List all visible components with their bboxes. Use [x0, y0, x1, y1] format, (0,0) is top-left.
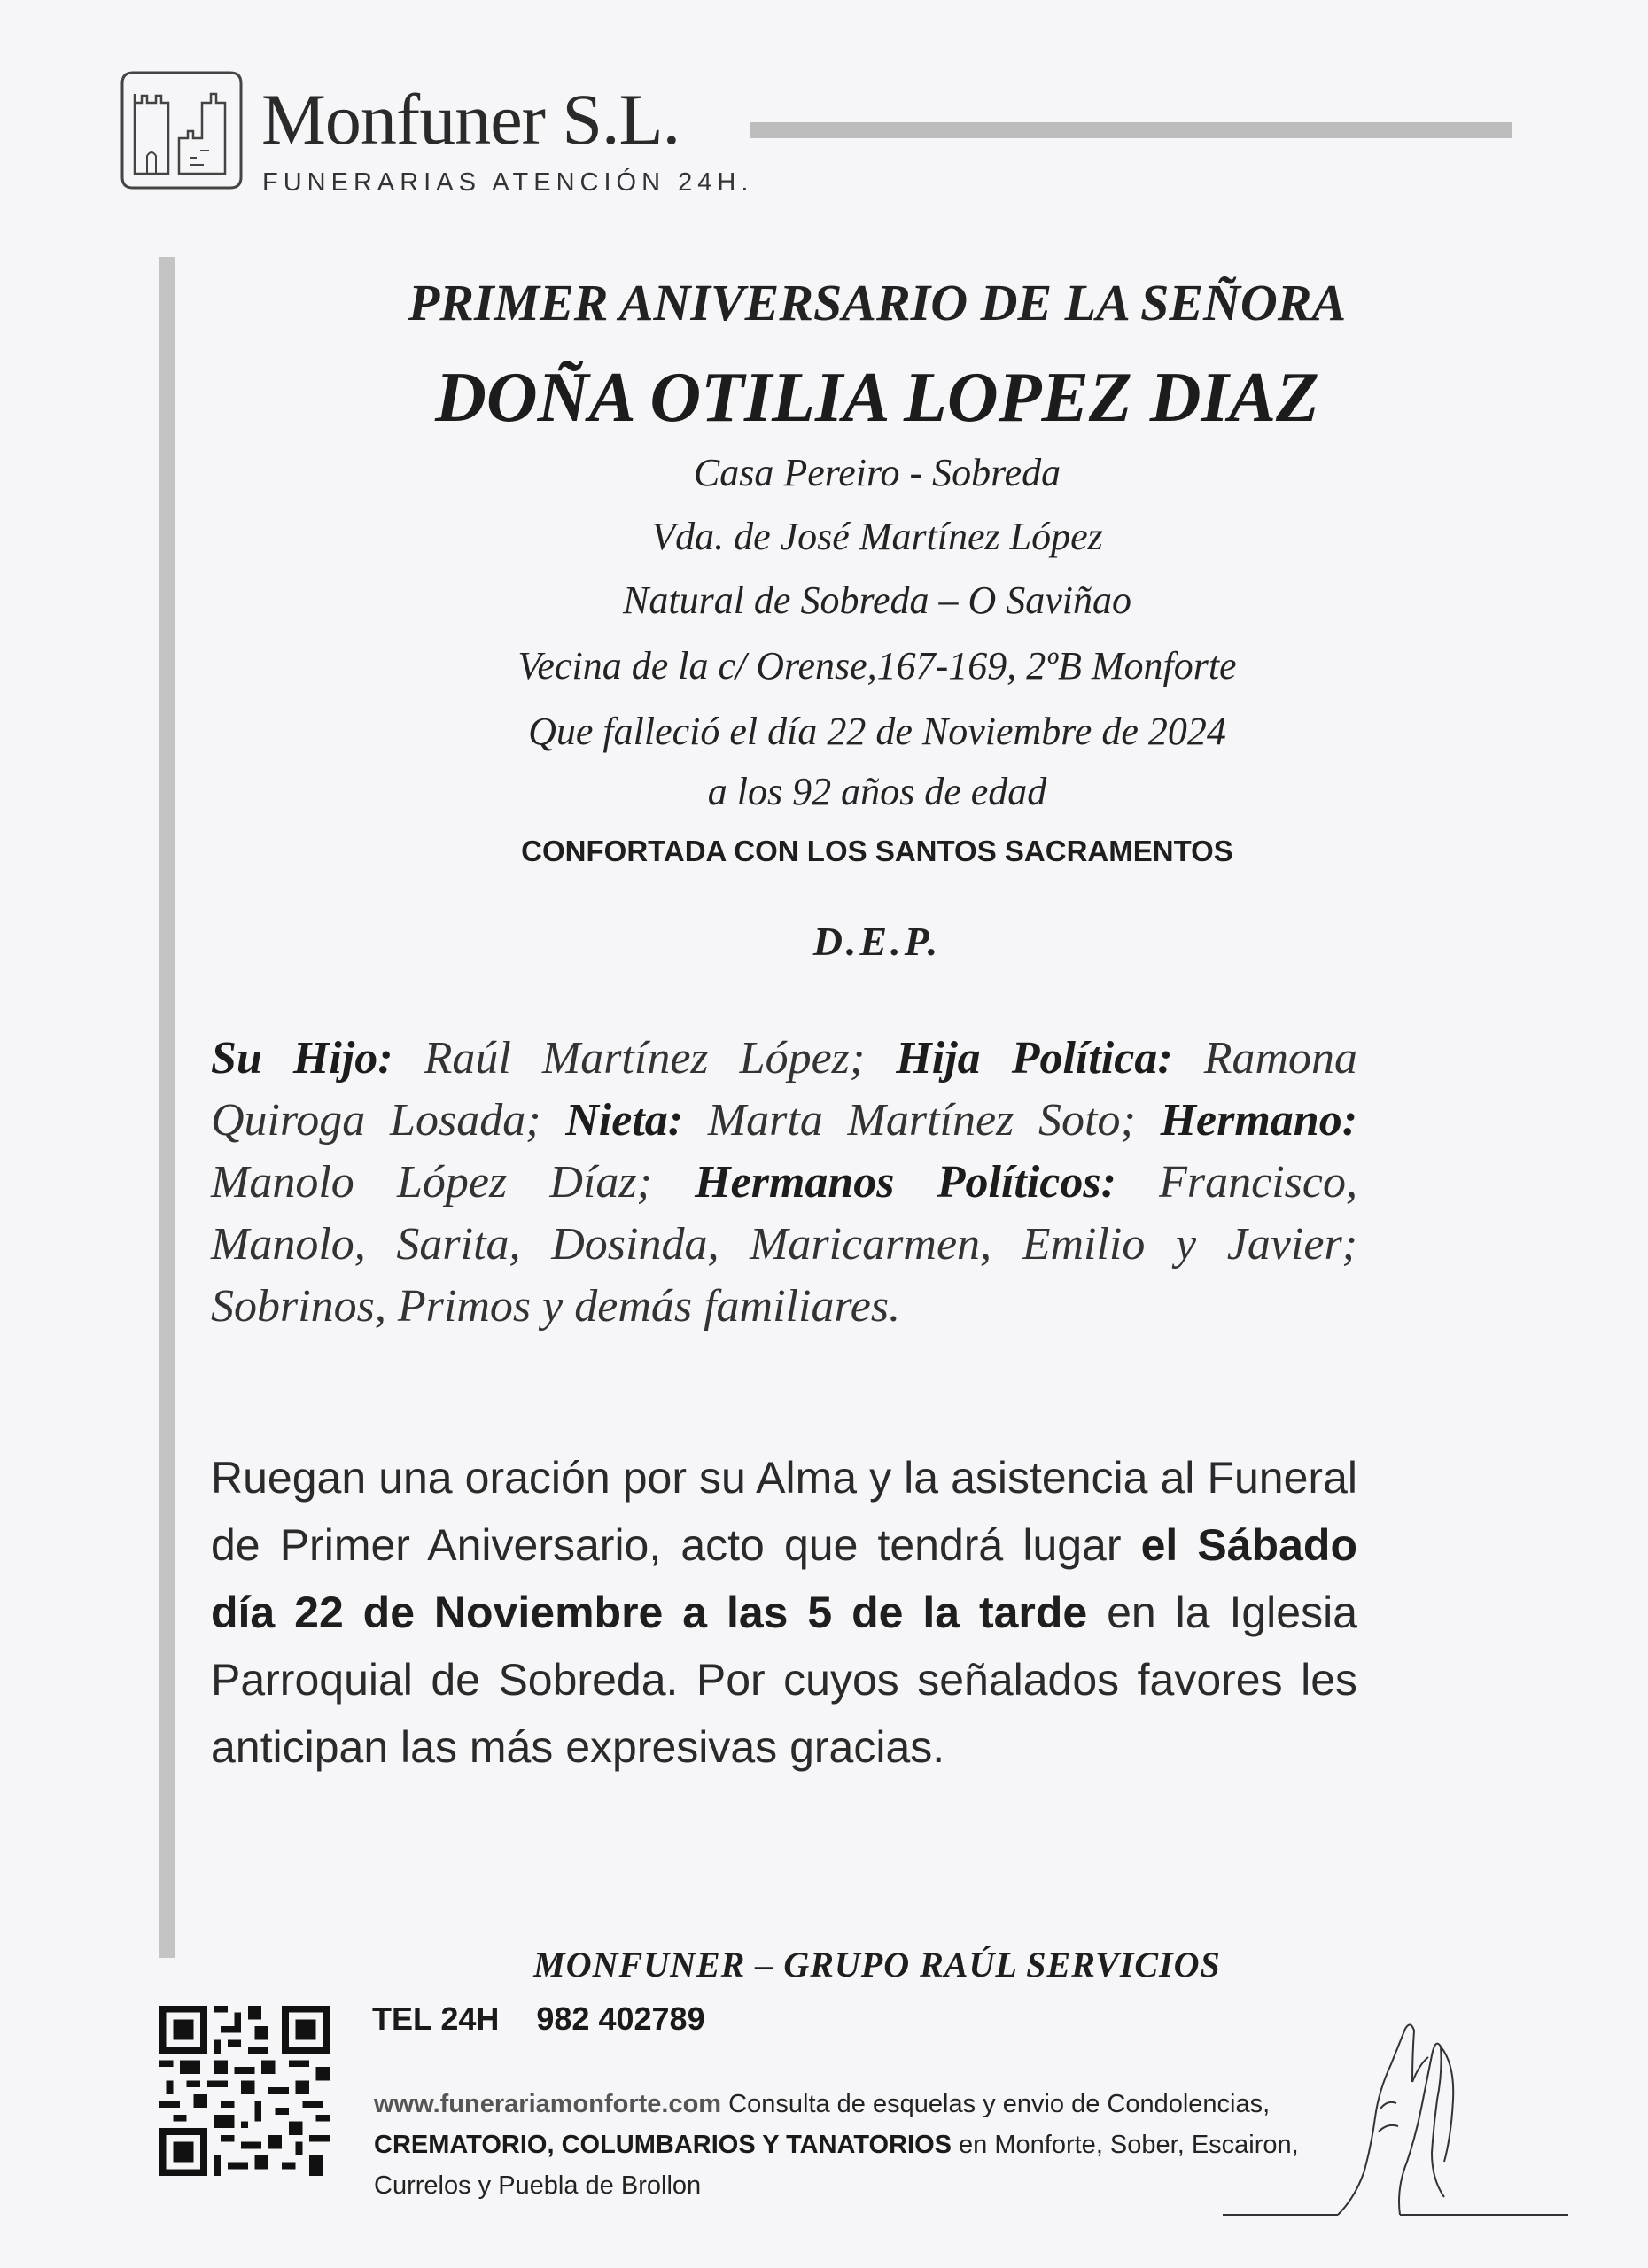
- son-label: Su Hijo:: [211, 1033, 393, 1084]
- family-paragraph: [211, 1028, 1357, 1338]
- left-border-bar: [159, 257, 175, 1958]
- resident-line: Vecina de la c/ Orense,167-169, 2ºB Monforte: [517, 644, 1237, 687]
- brother-label: Hermano:: [1160, 1095, 1358, 1146]
- son-name: Raúl Martínez López;: [393, 1033, 897, 1084]
- header-divider: [750, 122, 1512, 138]
- notice-title: PRIMER ANIVERSARIO DE LA SEÑORA: [408, 274, 1347, 331]
- daughter-in-law-name: Ramona Quiroga Losada;: [211, 1033, 1358, 1146]
- native-line: Natural de Sobreda – O Saviñao: [623, 579, 1131, 622]
- widow-line: Vda. de José Martínez López: [651, 515, 1103, 558]
- group-name: MONFUNER – GRUPO RAÚL SERVICIOS: [533, 1945, 1221, 1984]
- prayer-text-2: en la Iglesia Parroquial de Sobreda. Por cuyos señalados favores les anticipan las más expresivas gracias.: [211, 1588, 1357, 1772]
- in-laws-names: Francisco, Manolo, Sarita, Dosinda, Maricarmen, Emilio y Javier; Sobrinos, Primos y demás familiares.: [211, 1157, 1357, 1332]
- info-text-2: en Monforte, Sober, Escairon, Currelos y Puebla de Brollon: [374, 2131, 1299, 2200]
- qr-code-icon[interactable]: [159, 2006, 330, 2176]
- deceased-name: DOÑA OTILIA LOPEZ DIAZ: [435, 359, 1319, 437]
- prayer-paragraph: [211, 1444, 1357, 1781]
- dep-label: D.E.P.: [812, 919, 942, 964]
- granddaughter-label: Nieta:: [565, 1095, 684, 1146]
- services-info: [374, 2084, 1331, 2206]
- daughter-in-law-label: Hija Política:: [896, 1033, 1173, 1084]
- brand-name: Monfuner S.L.: [261, 79, 680, 159]
- tel-label: TEL 24H: [372, 2000, 500, 2037]
- sacraments-line: CONFORTADA CON LOS SANTOS SACRAMENTOS: [521, 835, 1233, 867]
- house-line: Casa Pereiro - Sobreda: [693, 451, 1061, 494]
- prayer-text-1: Ruegan una oración por su Alma y la asistencia al Funeral de Primer Aniversario, acto que tendrá lugar: [211, 1453, 1357, 1570]
- funeral-date-time: el Sábado día 22 de Noviembre a las 5 de la tarde: [211, 1520, 1357, 1637]
- castle-tower-icon: [115, 67, 248, 193]
- brand-tagline: FUNERARIAS ATENCIÓN 24H.: [262, 168, 754, 197]
- praying-hands-icon: [1223, 2011, 1577, 2224]
- services-list: CREMATORIO, COLUMBARIOS Y TANATORIOS: [374, 2131, 952, 2159]
- info-text-1: Consulta de esquelas y envio de Condolencias,: [721, 2090, 1271, 2118]
- tel-number[interactable]: 982 402789: [536, 2000, 705, 2037]
- death-date-line: Que falleció el día 22 de Noviembre de 2024: [528, 710, 1226, 753]
- in-laws-label: Hermanos Políticos:: [695, 1157, 1116, 1208]
- website-link[interactable]: www.funerariamonforte.com: [374, 2090, 722, 2118]
- phone-line: [372, 2000, 705, 2038]
- age-line: a los 92 años de edad: [707, 770, 1047, 813]
- brother-name: Manolo López Díaz;: [211, 1157, 696, 1208]
- granddaughter-name: Marta Martínez Soto;: [683, 1095, 1161, 1146]
